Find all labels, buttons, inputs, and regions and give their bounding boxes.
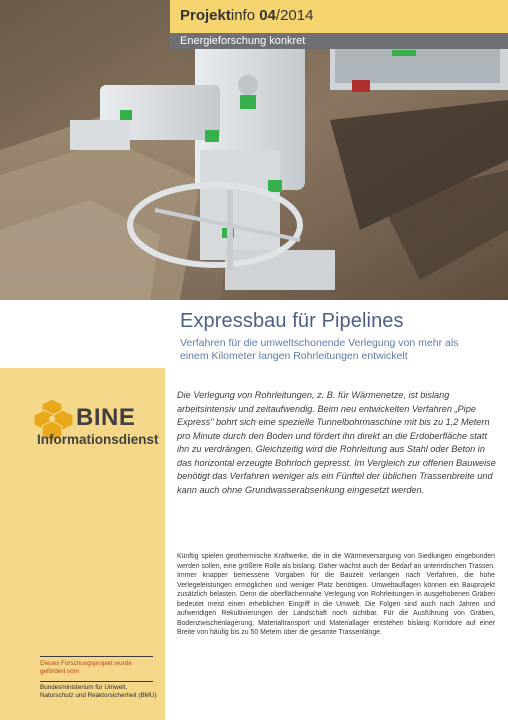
funding-note: Dieses Forschungsprojekt wurde gefördert vom — [40, 660, 132, 675]
divider — [40, 656, 153, 657]
logo-name: BINE — [76, 404, 136, 431]
intro-paragraph: Die Verlegung von Rohrleitungen, z. B. für Wärmenetze, ist bislang arbeitsintensiv und zeitaufwendig. Beim neu entwickelten Verfahren „Pipe Express" bohrt sich eine spezielle Tunnelbohrmaschine mit bis zu 1,2 Metern pro Minute durch den Boden und fördert ihn direkt an die Erdoberfläche statt ihn zu verdrängen. Gleichzeitig wird die Rohrleitung aus Stahl oder Beton in das horizontal erzeugte Bohrloch gepresst. Im Vergleich zur offenen Bauweise benötigt das Verfahren weniger als ein Fünftel der üblichen Trassenbreite und kann auch ohne Grundwasserabsenkung eingesetzt werden. — [177, 390, 496, 495]
series-label — [170, 0, 508, 33]
series-header — [170, 0, 508, 49]
funding-ministry: Bundesministerium für Umwelt, Naturschutz und Reaktorsicherheit (BMU) — [40, 684, 157, 699]
page-title: Expressbau für Pipelines — [180, 310, 404, 332]
page-subtitle: Verfahren für die umweltschonende Verlegung von mehr als einem Kilometer langen Rohrleitungen entwickelt — [180, 337, 459, 362]
title-band — [170, 300, 508, 368]
category-bar: Energieforschung konkret — [170, 33, 508, 49]
issue-number: 04 — [259, 7, 276, 24]
logo-tagline: Informationsdienst — [37, 432, 159, 447]
issue-year: /2014 — [275, 7, 314, 24]
body-paragraph: Künftig spielen geothermische Kraftwerke, die in die Wärmeversorgung von Siedlungen eingebunden werden sollen, eine größere Rolle als bislang. Daher wächst auch der Bedarf an unterirdischen Trassen. Immer knapper bemessene Vorgaben für die Bauzeit verlangen nach Verfahren, die hohe Verlegeleistungen ermöglichen und weniger Platz benötigen. Umweltauflagen können ein Bauprojekt zusätzlich belasten. Denn die oberflächennahe Verlegung von Rohrleitungen in ausgehobenen Gräben bedeutet meist einen erheblichen Eingriff in die Umwelt. Die Folgen sind auch nach Jahren und aufwendigen Rekultivierungen der Landschaft noch sichtbar. Für die Ausführung von Gräben, Bodenzwischenlagerung, Materialtransport und Materiallager entstehen bislang Korridore auf einer Breite von häufig bis zu 50 Metern über die gesamte Trassenlänge. — [177, 553, 495, 636]
divider — [40, 681, 153, 682]
series-light: info — [230, 7, 260, 24]
series-bold: Projekt — [180, 7, 231, 24]
